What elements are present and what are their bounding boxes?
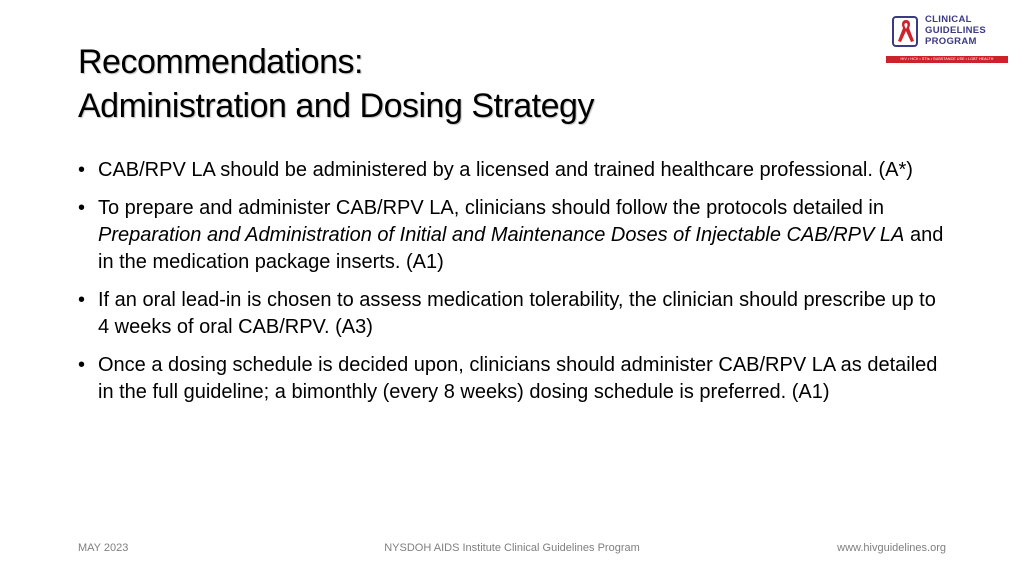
title-line-1: Recommendations: — [78, 43, 363, 81]
bullet-glyph: • — [78, 289, 86, 311]
list-item — [78, 195, 948, 276]
logo-word-clinical: CLINICAL — [925, 14, 972, 25]
bullet-glyph: • — [78, 354, 86, 376]
recommendation-list — [78, 157, 948, 417]
logo-wordmark — [925, 14, 986, 47]
document-title-emphasis: Preparation and Administration of Initial and Maintenance Doses of Injectable CAB/RPV LA — [98, 224, 905, 246]
bullet-glyph: • — [78, 159, 86, 181]
title-line-2: Administration and Dosing Strategy — [78, 87, 594, 125]
bullet-text-pre: To prepare and administer CAB/RPV LA, clinicians should follow the protocols detailed in — [98, 197, 884, 219]
footer-url: www.hivguidelines.org — [837, 542, 946, 554]
logo-tagline: HIV • HCV • STIs • SUBSTANCE USE • LGBT HEALTH — [886, 56, 1008, 63]
bullet-text: If an oral lead-in is chosen to assess medication tolerability, the clinician should prescribe up to 4 weeks of oral CAB/RPV. (A3) — [98, 289, 936, 338]
bullet-glyph: • — [78, 197, 86, 219]
list-item — [78, 287, 948, 341]
logo-word-program: PROGRAM — [925, 36, 977, 47]
slide-title — [78, 40, 594, 128]
bullet-text-post: and in the medication package inserts. (A1) — [98, 224, 944, 273]
footer-date: MAY 2023 — [78, 542, 129, 554]
bullet-text: CAB/RPV LA should be administered by a licensed and trained healthcare professional. (A*) — [98, 159, 913, 181]
logo-word-guidelines: GUIDELINES — [925, 25, 987, 36]
list-item — [78, 352, 948, 406]
list-item — [78, 157, 948, 184]
footer-organization: NYSDOH AIDS Institute Clinical Guidelines Program — [384, 542, 640, 554]
bullet-text: Once a dosing schedule is decided upon, clinicians should administer CAB/RPV LA as detailed in the full guideline; a bimonthly (every 8 weeks) dosing schedule is preferred. (A1) — [98, 354, 938, 403]
red-ribbon-icon — [895, 17, 917, 45]
clinical-guidelines-program-logo — [886, 12, 1008, 64]
